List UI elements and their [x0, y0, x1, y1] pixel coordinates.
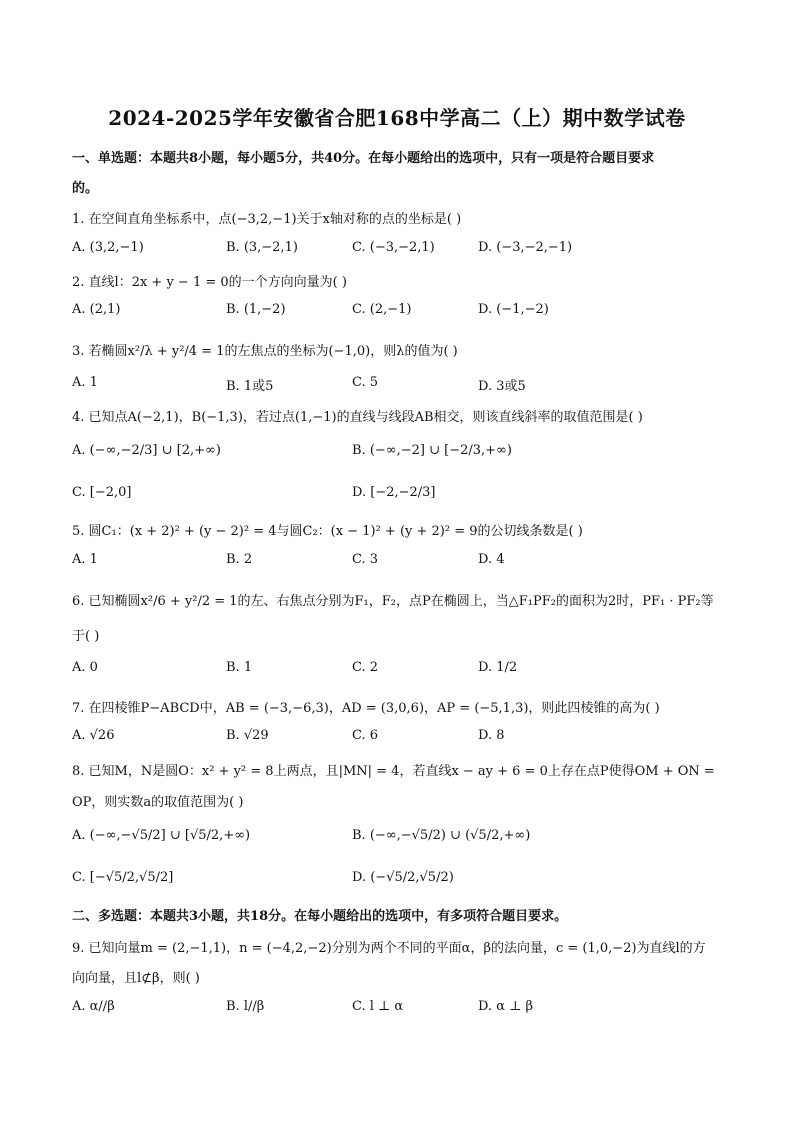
q6-option-b: B. 1	[226, 660, 253, 675]
question-5-stem: 5. 圆C₁：(x + 2)² + (y − 2)² = 4与圆C₂：(x − 1)² + (y + 2)² = 9的公切线条数是( )	[72, 524, 583, 539]
q1-option-c: C. (−3,−2,1)	[352, 240, 435, 255]
question-6-stem: 6. 已知椭圆x²/6 + y²/2 = 1的左、右焦点分别为F₁，F₂，点P在椭圆上，当△F₁PF₂的面积为2时，PF₁ · PF₂等	[72, 594, 714, 609]
q6-option-d: D. 1/2	[478, 660, 518, 675]
q7-option-d: D. 8	[478, 728, 505, 743]
q4-option-b: B. (−∞,−2] ∪ [−2/3,+∞)	[352, 443, 512, 458]
page-title: 2024-2025学年安徽省合肥168中学高二（上）期中数学试卷	[108, 106, 686, 130]
q6-option-c: C. 2	[352, 660, 379, 675]
question-2-stem: 2. 直线l：2x + y − 1 = 0的一个方向向量为( )	[72, 275, 347, 290]
section-2-heading: 二、多选题：本题共3小题，共18分。在每小题给出的选项中，有多项符合题目要求。	[72, 909, 568, 924]
q3-option-d: D. 3或5	[478, 379, 526, 394]
q1-option-d: D. (−3,−2,−1)	[478, 240, 573, 255]
q2-option-d: D. (−1,−2)	[478, 302, 549, 317]
question-3-stem: 3. 若椭圆x²/λ + y²/4 = 1的左焦点的坐标为(−1,0)，则λ的值为( )	[72, 344, 458, 359]
question-6-stem-cont: 于( )	[72, 629, 100, 644]
q5-option-d: D. 4	[478, 552, 505, 567]
question-8-stem-cont: OP，则实数a的取值范围为( )	[72, 795, 244, 810]
q8-option-a: A. (−∞,−√5/2] ∪ [√5/2,+∞)	[72, 828, 251, 843]
q7-option-c: C. 6	[352, 728, 379, 743]
q4-option-a: A. (−∞,−2/3] ∪ [2,+∞)	[72, 443, 221, 458]
q3-option-a: A. 1	[72, 375, 98, 390]
q1-option-b: B. (3,−2,1)	[226, 240, 298, 255]
question-9-stem-cont: 向向量，且l⊄β，则( )	[72, 971, 200, 986]
question-8-stem: 8. 已知M，N是圆O：x² + y² = 8上两点，且|MN| = 4，若直线x − ay + 6 = 0上存在点P使得OM + ON =	[72, 764, 715, 779]
q5-option-b: B. 2	[226, 552, 253, 567]
q2-option-b: B. (1,−2)	[226, 302, 286, 317]
question-7-stem: 7. 在四棱锥P−ABCD中，AB = (−3,−6,3)，AD = (3,0,6)，AP = (−5,1,3)，则此四棱锥的高为( )	[72, 701, 660, 716]
q4-option-d: D. [−2,−2/3]	[352, 485, 436, 500]
question-9-stem: 9. 已知向量m = (2,−1,1)，n = (−4,2,−2)分别为两个不同的平面α，β的法向量，c = (1,0,−2)为直线l的方	[72, 941, 706, 956]
q6-option-a: A. 0	[72, 660, 98, 675]
q7-option-a: A. √26	[72, 728, 115, 743]
section-1-heading-cont: 的。	[72, 181, 99, 196]
q9-option-d: D. α ⊥ β	[478, 999, 534, 1014]
q4-option-c: C. [−2,0]	[72, 485, 132, 500]
q7-option-b: B. √29	[226, 728, 269, 743]
question-1-stem: 1. 在空间直角坐标系中，点(−3,2,−1)关于x轴对称的点的坐标是( )	[72, 212, 462, 227]
q8-option-b: B. (−∞,−√5/2) ∪ (√5/2,+∞)	[352, 828, 531, 843]
q9-option-b: B. l//β	[226, 999, 265, 1014]
q8-option-c: C. [−√5/2,√5/2]	[72, 870, 174, 885]
q1-option-a: A. (3,2,−1)	[72, 240, 144, 255]
question-4-stem: 4. 已知点A(−2,1)，B(−1,3)，若过点(1,−1)的直线与线段AB相交，则该直线斜率的取值范围是( )	[72, 410, 643, 425]
q8-option-d: D. (−√5/2,√5/2)	[352, 870, 454, 885]
q3-option-c: C. 5	[352, 375, 379, 390]
q9-option-a: A. α//β	[72, 999, 115, 1014]
section-1-heading: 一、单选题：本题共8小题，每小题5分，共40分。在每小题给出的选项中，只有一项是符合题目要求	[72, 151, 655, 166]
q5-option-c: C. 3	[352, 552, 379, 567]
q2-option-a: A. (2,1)	[72, 302, 121, 317]
q3-option-b: B. 1或5	[226, 379, 274, 394]
q9-option-c: C. l ⊥ α	[352, 999, 404, 1014]
q2-option-c: C. (2,−1)	[352, 302, 412, 317]
q5-option-a: A. 1	[72, 552, 98, 567]
